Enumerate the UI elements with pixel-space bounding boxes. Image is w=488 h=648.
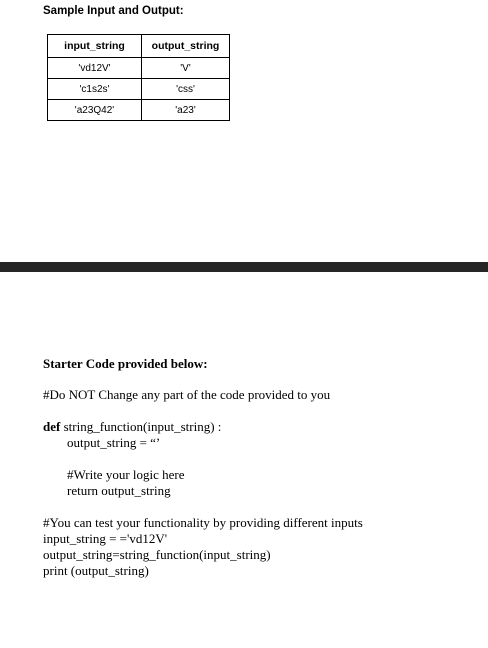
page-divider (0, 262, 488, 272)
column-header-output: output_string (142, 35, 230, 58)
cell-output: 'V' (142, 58, 230, 79)
sample-heading: Sample Input and Output: (43, 5, 184, 17)
test-comment: #You can test your functionality by providing different inputs (43, 515, 363, 530)
cell-input: 'c1s2s' (48, 79, 142, 100)
table-header-row (48, 35, 230, 58)
output-init-line: output_string = “’ (67, 435, 161, 450)
comment-do-not-change: #Do NOT Change any part of the code provided to you (43, 387, 331, 402)
table-row (48, 58, 230, 79)
cell-input: 'vd12V' (48, 58, 142, 79)
table-row (48, 100, 230, 121)
print-line: print (output_string) (43, 563, 149, 578)
input-assign-line: input_string = ='vd12V' (43, 531, 168, 546)
return-line: return output_string (67, 483, 171, 498)
def-signature: string_function(input_string) : (60, 419, 222, 434)
starter-heading: Starter Code provided below: (43, 356, 208, 371)
cell-input: 'a23Q42' (48, 100, 142, 121)
cell-output: 'a23' (142, 100, 230, 121)
call-line: output_string=string_function(input_string) (43, 547, 271, 562)
def-line (43, 419, 221, 435)
sample-io-table (47, 34, 230, 121)
write-logic-comment: #Write your logic here (67, 467, 185, 482)
column-header-input: input_string (48, 35, 142, 58)
def-keyword: def (43, 419, 61, 434)
cell-output: 'css' (142, 79, 230, 100)
table-row (48, 79, 230, 100)
